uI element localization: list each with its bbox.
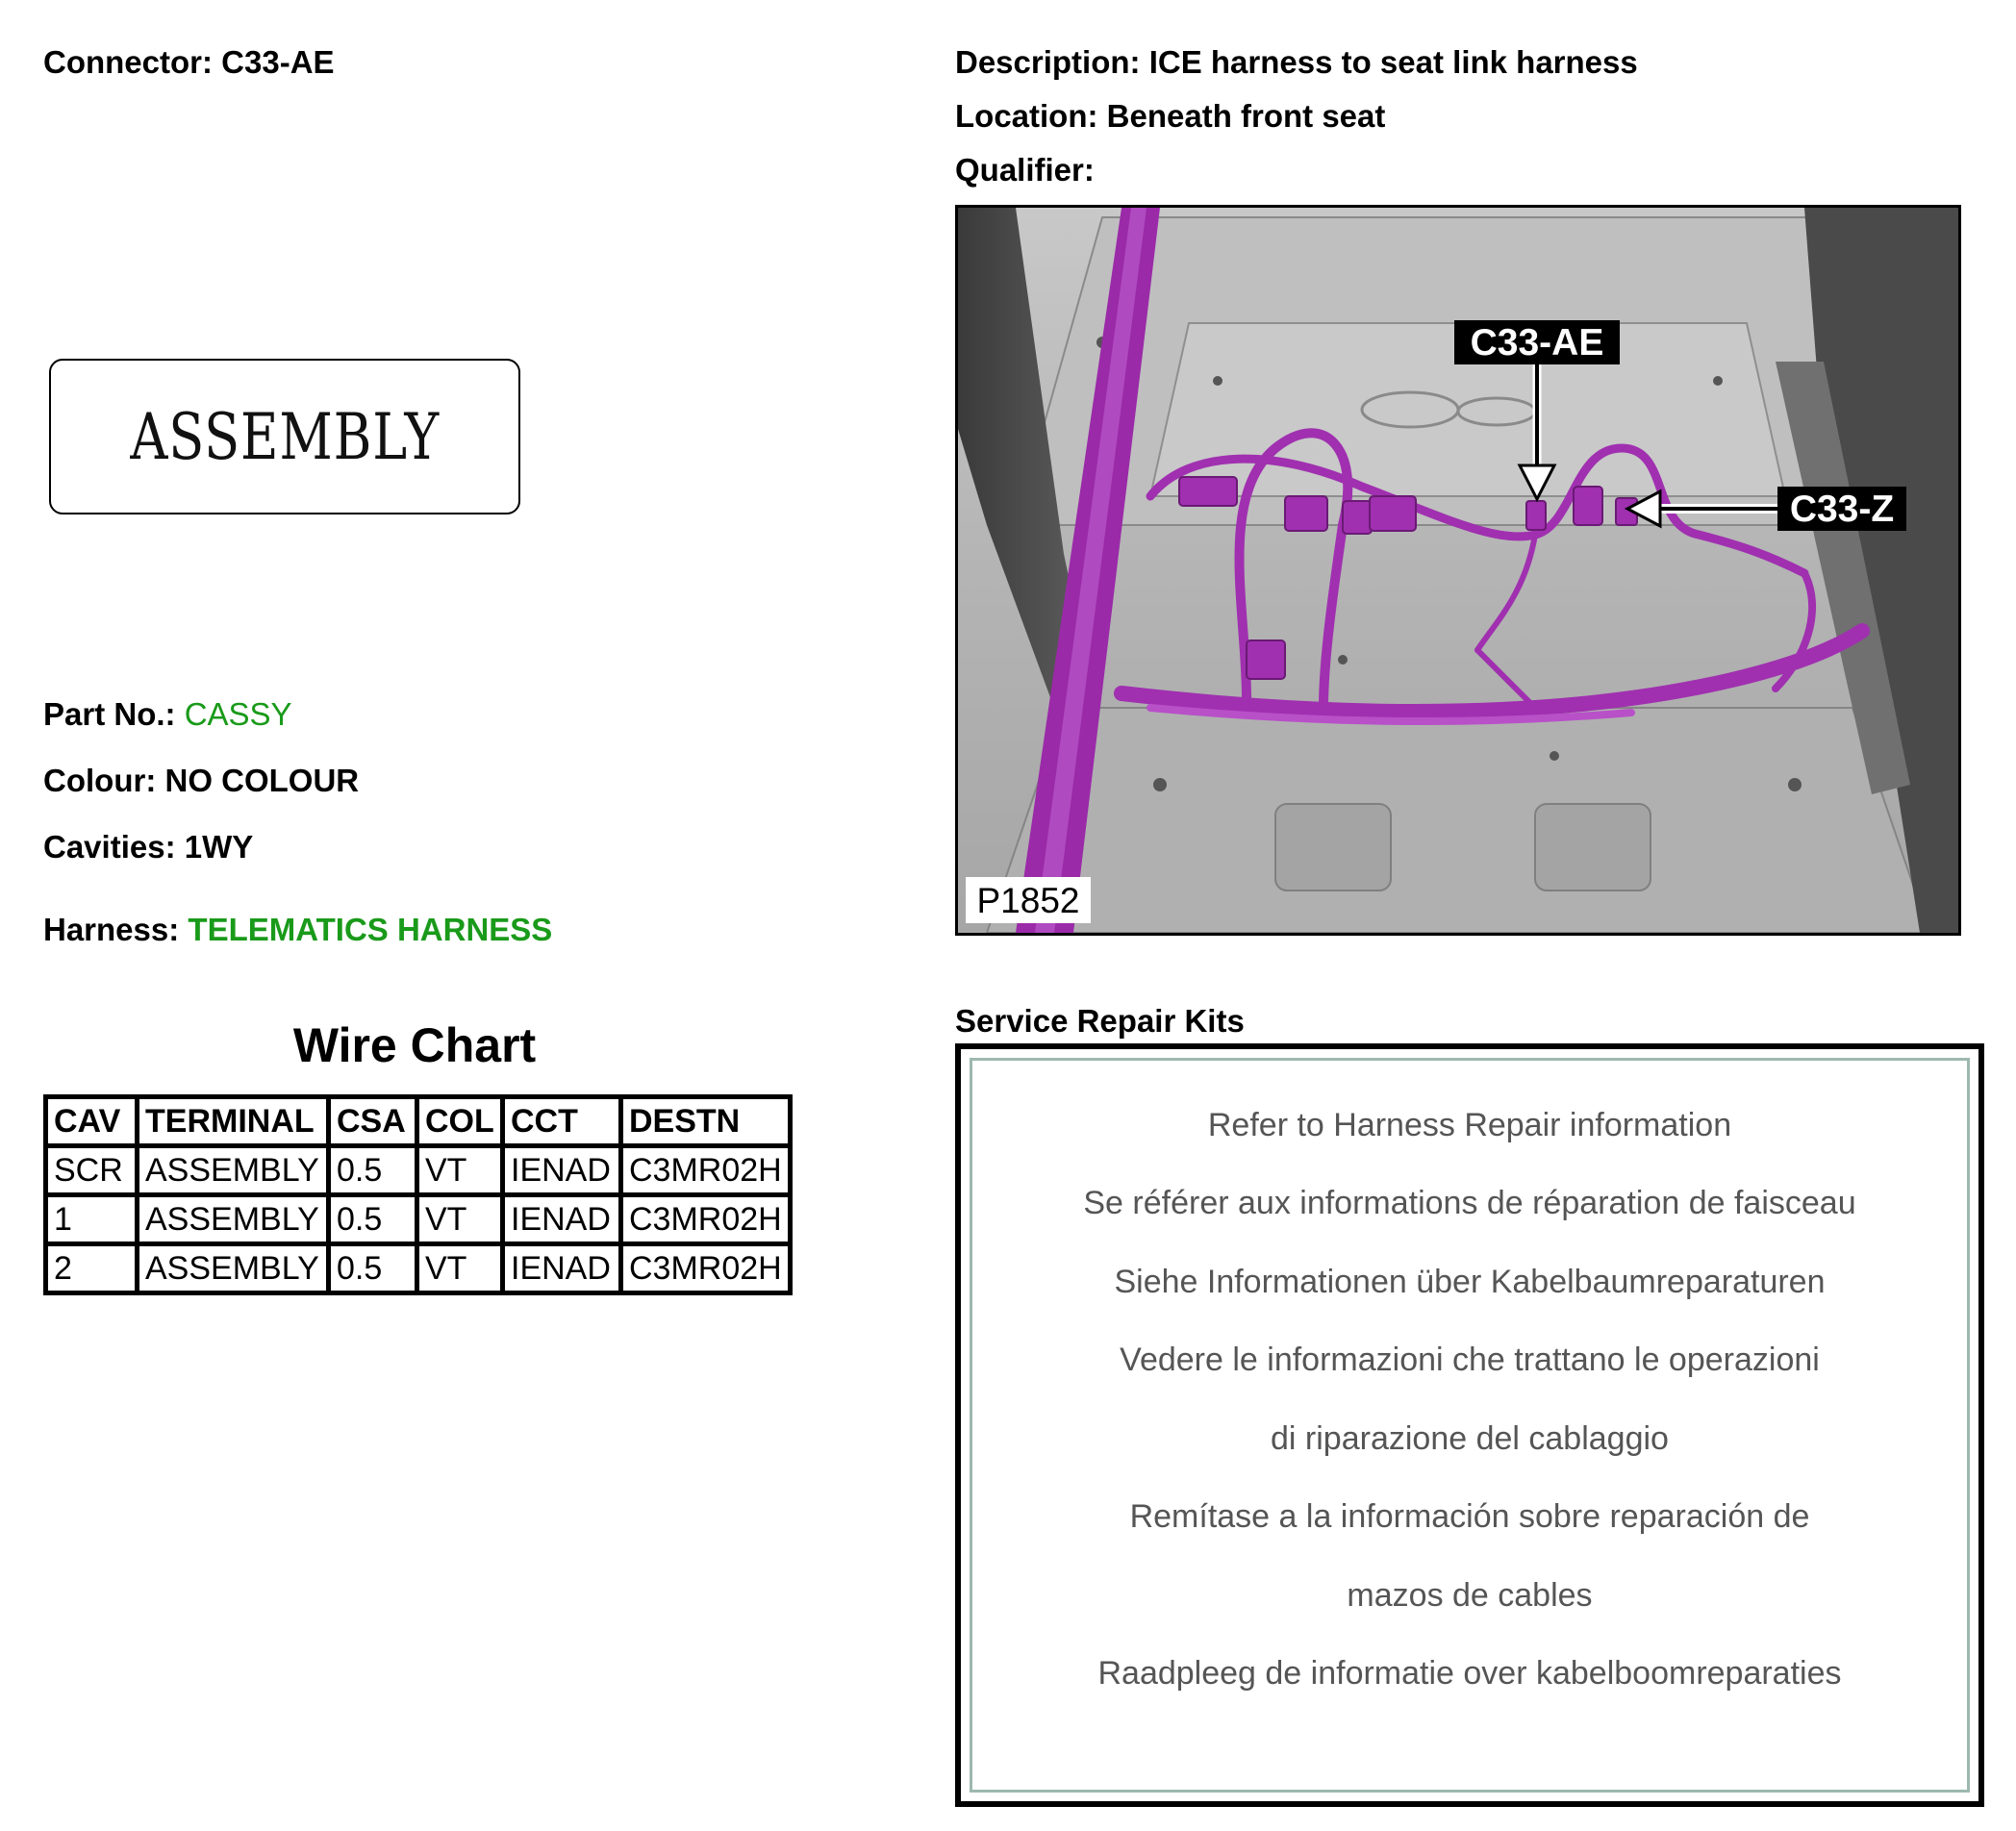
cavities-line — [43, 831, 253, 863]
cell-terminal: ASSEMBLY — [138, 1195, 329, 1244]
col-header-terminal: TERMINAL — [138, 1097, 329, 1146]
colour-label: Colour: — [43, 763, 157, 798]
cell-terminal: ASSEMBLY — [138, 1244, 329, 1293]
cell-col: VT — [417, 1195, 503, 1244]
cell-col: VT — [417, 1244, 503, 1293]
cavities-label: Cavities: — [43, 829, 176, 865]
description-label: Description: — [955, 44, 1141, 80]
part-no-link[interactable]: CASSY — [184, 696, 292, 732]
cell-cct: IENAD — [503, 1195, 621, 1244]
service-repair-kits-title: Service Repair Kits — [955, 1003, 1245, 1039]
location-picture — [955, 205, 1961, 936]
service-repair-kits-box — [955, 1043, 1984, 1807]
col-header-col: COL — [417, 1097, 503, 1146]
table-row — [46, 1146, 791, 1195]
connector-value: C33-AE — [221, 44, 335, 80]
location-line — [955, 100, 1385, 132]
cell-destn: C3MR02H — [621, 1195, 791, 1244]
harness-label: Harness: — [43, 912, 180, 947]
description-value: ICE harness to seat link harness — [1148, 44, 1638, 80]
kits-line-es-2: mazos de cables — [1347, 1577, 1593, 1614]
kits-line-en: Refer to Harness Repair information — [1207, 1107, 1732, 1143]
kits-line-it-2: di riparazione del cablaggio — [1271, 1420, 1669, 1457]
floor-pan-illustration — [958, 208, 1958, 933]
figure-id-label: P1852 — [976, 880, 1080, 920]
harness-link[interactable]: TELEMATICS HARNESS — [188, 912, 553, 947]
connector-line — [43, 46, 335, 78]
col-header-cct: CCT — [503, 1097, 621, 1146]
cell-cav: SCR — [46, 1146, 138, 1195]
wire-chart-header-row — [46, 1097, 791, 1146]
assembly-symbol-box — [49, 359, 520, 514]
connector-label: Connector: — [43, 44, 213, 80]
col-header-destn: DESTN — [621, 1097, 791, 1146]
cell-cav: 1 — [46, 1195, 138, 1244]
cell-destn: C3MR02H — [621, 1146, 791, 1195]
colour-value: NO COLOUR — [164, 763, 360, 798]
col-header-cav: CAV — [46, 1097, 138, 1146]
qualifier-line — [955, 154, 1095, 186]
qualifier-label: Qualifier: — [955, 152, 1095, 188]
wire-chart-table — [43, 1094, 793, 1295]
cell-csa: 0.5 — [329, 1195, 417, 1244]
colour-line — [43, 765, 359, 796]
table-row — [46, 1244, 791, 1293]
part-no-line — [43, 698, 292, 730]
cell-col: VT — [417, 1146, 503, 1195]
part-no-label: Part No.: — [43, 696, 176, 732]
harness-line — [43, 914, 552, 945]
description-line — [955, 46, 1638, 78]
callout-c33-z: C33-Z — [1789, 488, 1895, 530]
cavities-value: 1WY — [184, 829, 254, 865]
service-repair-kits-inner — [970, 1058, 1970, 1793]
kits-line-de: Siehe Informationen über Kabelbaumreparaturen — [1114, 1264, 1826, 1300]
cell-csa: 0.5 — [329, 1146, 417, 1195]
cell-cct: IENAD — [503, 1244, 621, 1293]
cell-terminal: ASSEMBLY — [138, 1146, 329, 1195]
cell-cct: IENAD — [503, 1146, 621, 1195]
cell-cav: 2 — [46, 1244, 138, 1293]
wire-chart-title: Wire Chart — [292, 1018, 537, 1072]
kits-line-nl: Raadpleeg de informatie over kabelboomreparaties — [1097, 1655, 1842, 1692]
kits-line-it-1: Vedere le informazioni che trattano le operazioni — [1120, 1342, 1820, 1378]
col-header-csa: CSA — [329, 1097, 417, 1146]
kits-line-es-1: Remítase a la información sobre reparación de — [1129, 1498, 1810, 1535]
table-row — [46, 1195, 791, 1244]
callout-c33-ae: C33-AE — [1470, 321, 1604, 364]
location-label: Location: — [955, 98, 1098, 134]
kits-line-fr: Se référer aux informations de réparation de faisceau — [1083, 1185, 1856, 1221]
cell-destn: C3MR02H — [621, 1244, 791, 1293]
location-value: Beneath front seat — [1106, 98, 1386, 134]
assembly-symbol-text: ASSEMBLY — [130, 399, 440, 474]
cell-csa: 0.5 — [329, 1244, 417, 1293]
